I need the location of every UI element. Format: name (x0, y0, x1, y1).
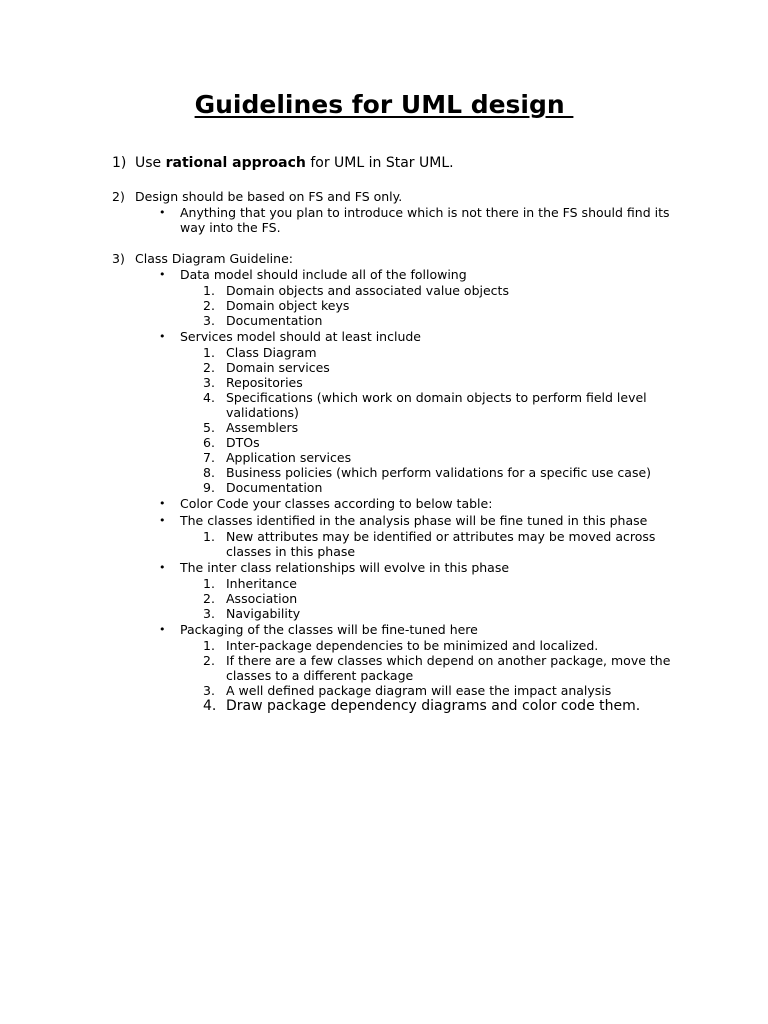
item-number: 9. (203, 480, 215, 495)
list-item: Association (226, 591, 298, 606)
item-number: 4. (203, 698, 217, 714)
item-number: 3. (203, 375, 215, 390)
list-item: Color Code your classes according to below table: (180, 496, 493, 511)
list-item: Packaging of the classes will be fine-tuned here (180, 622, 478, 637)
bullet-icon: • (159, 268, 166, 281)
bullet-icon: • (159, 623, 166, 636)
list-item: Application services (226, 450, 352, 465)
list-item: Navigability (226, 606, 301, 621)
item-2-text: Design should be based on FS and FS only. (135, 189, 403, 204)
list-item: Domain objects and associated value objects (226, 283, 509, 298)
list-item: Domain services (226, 360, 330, 375)
item-number: 1) (112, 155, 127, 171)
list-item: If there are a few classes which depend on another package, move the (226, 653, 671, 668)
list-item: Assemblers (226, 420, 299, 435)
bullet-icon: • (159, 330, 166, 343)
item-number: 7. (203, 450, 215, 465)
item-number: 1. (203, 283, 215, 298)
list-item: Inter-package dependencies to be minimized and localized. (226, 638, 599, 653)
list-item: New attributes may be identified or attributes may be moved across (226, 529, 656, 544)
list-item: Documentation (226, 313, 323, 328)
item-number: 1. (203, 576, 215, 591)
item-number: 1. (203, 529, 215, 544)
item-number: 3. (203, 313, 215, 328)
item-number: 2. (203, 653, 215, 668)
item-number: 3) (112, 251, 125, 266)
item-number: 5. (203, 420, 215, 435)
item-number: 2. (203, 298, 215, 313)
item-number: 2. (203, 591, 215, 606)
item-number: 6. (203, 435, 215, 450)
bullet-icon: • (159, 206, 166, 219)
list-item: The classes identified in the analysis phase will be fine tuned in this phase (180, 513, 648, 528)
item-number: 3. (203, 683, 215, 698)
bullet-icon: • (159, 514, 166, 527)
list-item: Domain object keys (226, 298, 350, 313)
item-number: 1. (203, 345, 215, 360)
bullet-icon: • (159, 497, 166, 510)
list-item: A well defined package diagram will ease the impact analysis (226, 683, 612, 698)
list-item: DTOs (226, 435, 260, 450)
list-item: classes to a different package (226, 668, 414, 683)
emphasis-text: rational approach (165, 155, 306, 171)
list-item: Data model should include all of the following (180, 267, 467, 282)
item-number: 1. (203, 638, 215, 653)
list-item: classes in this phase (226, 544, 356, 559)
item-number: 8. (203, 465, 215, 480)
list-item: Inheritance (226, 576, 297, 591)
list-item: Services model should at least include (180, 329, 421, 344)
list-item: Anything that you plan to introduce which is not there in the FS should find its (180, 205, 670, 220)
list-item: Documentation (226, 480, 323, 495)
list-item: The inter class relationships will evolve in this phase (180, 560, 510, 575)
item-number: 2) (112, 189, 125, 204)
list-item: Class Diagram (226, 345, 317, 360)
item-number: 4. (203, 390, 215, 405)
bullet-icon: • (159, 561, 166, 574)
page-title: Guidelines for UML design (194, 90, 574, 119)
list-item: Repositories (226, 375, 303, 390)
item-number: 3. (203, 606, 215, 621)
list-item: Draw package dependency diagrams and color code them. (226, 698, 641, 714)
item-1-text: Use rational approach for UML in Star UML. (135, 155, 454, 171)
list-item: validations) (226, 405, 299, 420)
list-item: Business policies (which perform validations for a specific use case) (226, 465, 652, 480)
list-item: way into the FS. (180, 220, 281, 235)
list-item: Specifications (which work on domain objects to perform field level (226, 390, 647, 405)
item-number: 2. (203, 360, 215, 375)
item-3-text: Class Diagram Guideline: (135, 251, 293, 266)
